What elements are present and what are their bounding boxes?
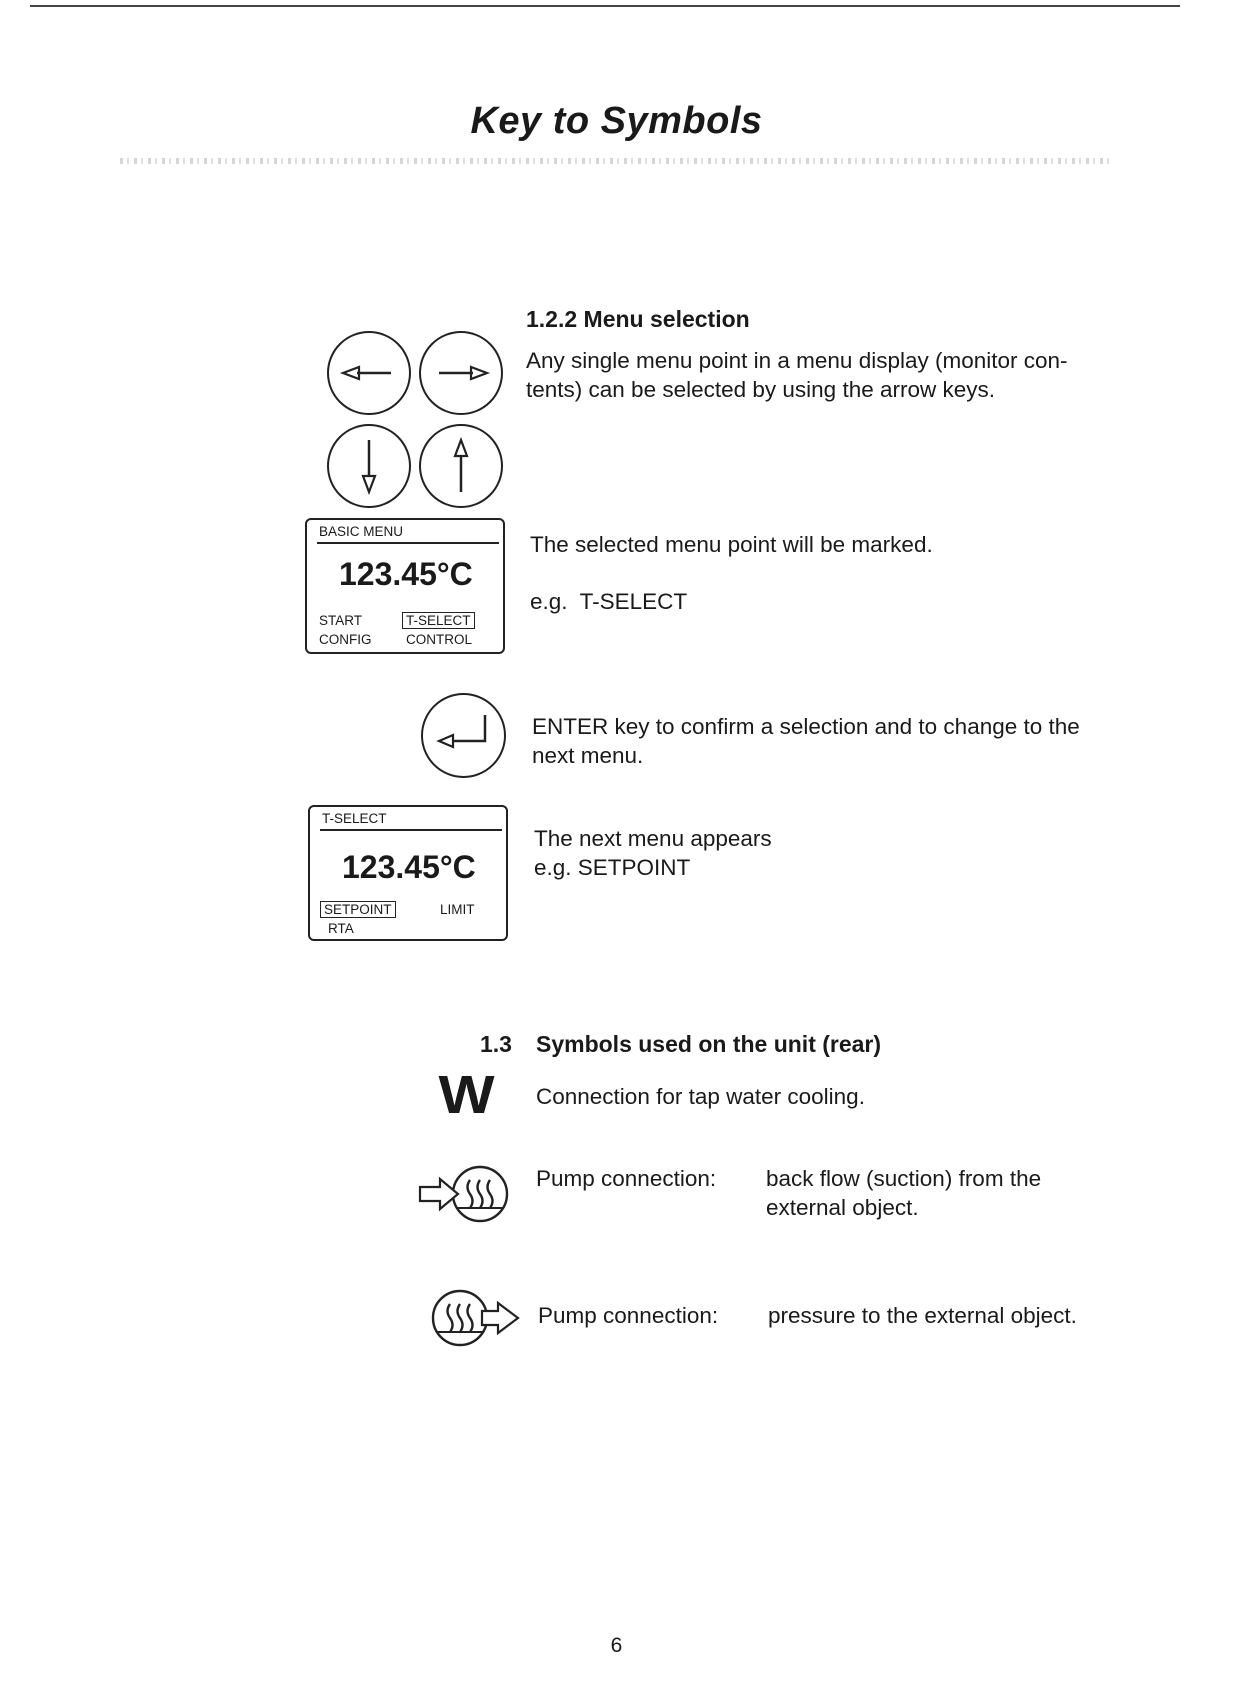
menu-item-t-select: T-SELECT [402,612,475,629]
down-arrow-key-icon [327,424,411,508]
pump-inlet-text: back flow (suction) from the external object. [766,1166,1042,1220]
section-number: 1.3 [480,1031,512,1057]
menu-selection-heading: 1.2.2 Menu selection [526,306,750,332]
page-title: Key to Symbols [470,100,763,142]
pump-outlet-text: pressure to the external object. [768,1303,1077,1328]
marked-text: The selected menu point will be marked. [530,532,933,557]
water-symbol: W [438,1065,495,1125]
menu-item-setpoint: SETPOINT [320,901,396,918]
right-arrow-key-icon [419,331,503,415]
pump-inlet-label: Pump connection: [536,1166,717,1191]
display-temperature: 123.45°C [342,849,476,885]
menu-item-limit: LIMIT [440,902,475,917]
menu-item-config: CONFIG [319,632,372,647]
pump-outlet-icon [430,1286,522,1350]
display-temperature: 123.45°C [339,556,473,592]
next-menu-text: The next menu appears e.g. SETPOINT [534,826,772,880]
title-underline [120,158,1110,164]
menu-item-start: START [319,613,363,628]
t-select-display [308,805,508,941]
left-arrow-key-icon [327,331,411,415]
unit-symbols-heading: Symbols used on the unit (rear) [536,1031,882,1057]
menu-item-control: CONTROL [406,632,473,647]
enter-key-text: ENTER key to confirm a selection and to change to the next menu. [532,714,1080,768]
arrow-keys-text: Any single menu point in a menu display (monitor con- tents) can be selected by using the arrow keys. [526,348,1068,402]
pump-inlet-icon [418,1162,510,1226]
display-divider [320,829,502,831]
up-arrow-key-icon [419,424,503,508]
top-rule [30,5,1180,7]
display-header: BASIC MENU [319,524,404,539]
pump-outlet-label: Pump connection: [538,1303,719,1328]
display-divider [317,542,499,544]
water-text: Connection for tap water cooling. [536,1084,865,1109]
page-number: 6 [610,1634,623,1657]
enter-key-icon [421,693,506,778]
menu-item-rta: RTA [328,921,354,936]
example-text: e.g. T-SELECT [530,589,688,614]
basic-menu-display [305,518,505,654]
display-header: T-SELECT [322,811,387,826]
